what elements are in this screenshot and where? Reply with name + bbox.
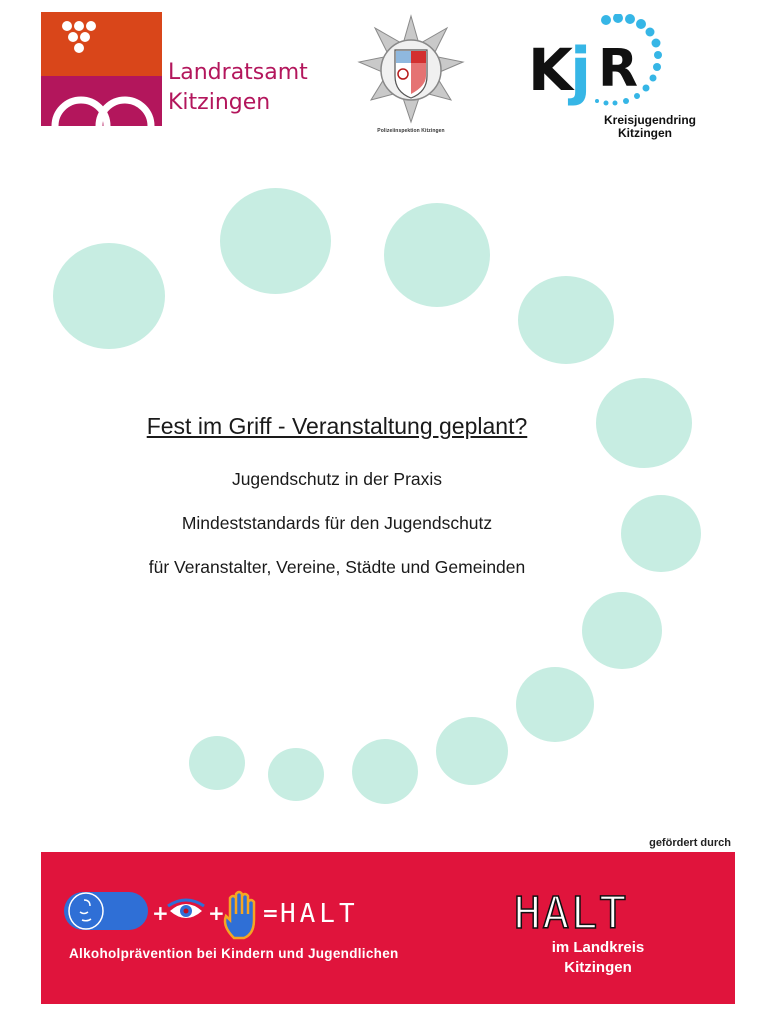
bubble [436, 717, 508, 785]
landratsamt-name [168, 58, 308, 118]
page-title: Fest im Griff - Veranstaltung geplant? [146, 413, 528, 439]
svg-text:=: = [262, 901, 279, 925]
region-line2: Kitzingen [564, 959, 632, 976]
grapes-icon [41, 12, 162, 76]
funded-by-label: gefördert durch [649, 837, 731, 849]
subtitle-line-3: für Veranstalter, Vereine, Städte und Gemeinden [148, 557, 526, 577]
arches-icon [41, 76, 162, 126]
bubble [53, 243, 165, 349]
landratsamt-line1: Landratsamt [168, 60, 308, 85]
region-label [508, 938, 688, 978]
svg-text:R: R [598, 39, 639, 99]
kjr-subtitle [604, 114, 696, 140]
bubble [220, 188, 331, 294]
bubble [516, 667, 594, 742]
halt-equation-graphic [62, 884, 402, 940]
hand-icon [225, 892, 254, 938]
region-line1: im Landkreis [551, 939, 645, 956]
svg-text:j: j [570, 34, 592, 107]
police-caption: Polizeiinspektion Kitzingen [377, 128, 445, 134]
svg-text:+: + [208, 901, 225, 925]
halt-logo-word: HALT [514, 888, 628, 936]
face-icon [64, 892, 148, 930]
bubble [518, 276, 614, 364]
campaign-tagline: Alkoholprävention bei Kindern und Jugendlichen [69, 946, 399, 961]
svg-text:K: K [528, 36, 573, 104]
subtitle-line-1: Jugendschutz in der Praxis [231, 469, 443, 489]
kjr-line2: Kitzingen [618, 126, 672, 140]
equation-halt-word: HALT [280, 899, 359, 929]
bubble [384, 203, 490, 307]
landratsamt-line2: Kitzingen [168, 90, 271, 115]
kjr-line1: Kreisjugendring [604, 113, 697, 127]
svg-text:+: + [152, 901, 169, 925]
landratsamt-logo-top [41, 12, 162, 76]
subtitle-line-2: Mindeststandards für den Jugendschutz [181, 513, 493, 533]
bubble [189, 736, 245, 790]
eye-icon [168, 900, 204, 918]
police-star-badge-icon [355, 14, 467, 126]
halt-logo [510, 886, 680, 936]
bubble [582, 592, 662, 669]
bubble [352, 739, 418, 804]
bubble [268, 748, 324, 801]
landratsamt-logo-bottom [41, 76, 162, 126]
